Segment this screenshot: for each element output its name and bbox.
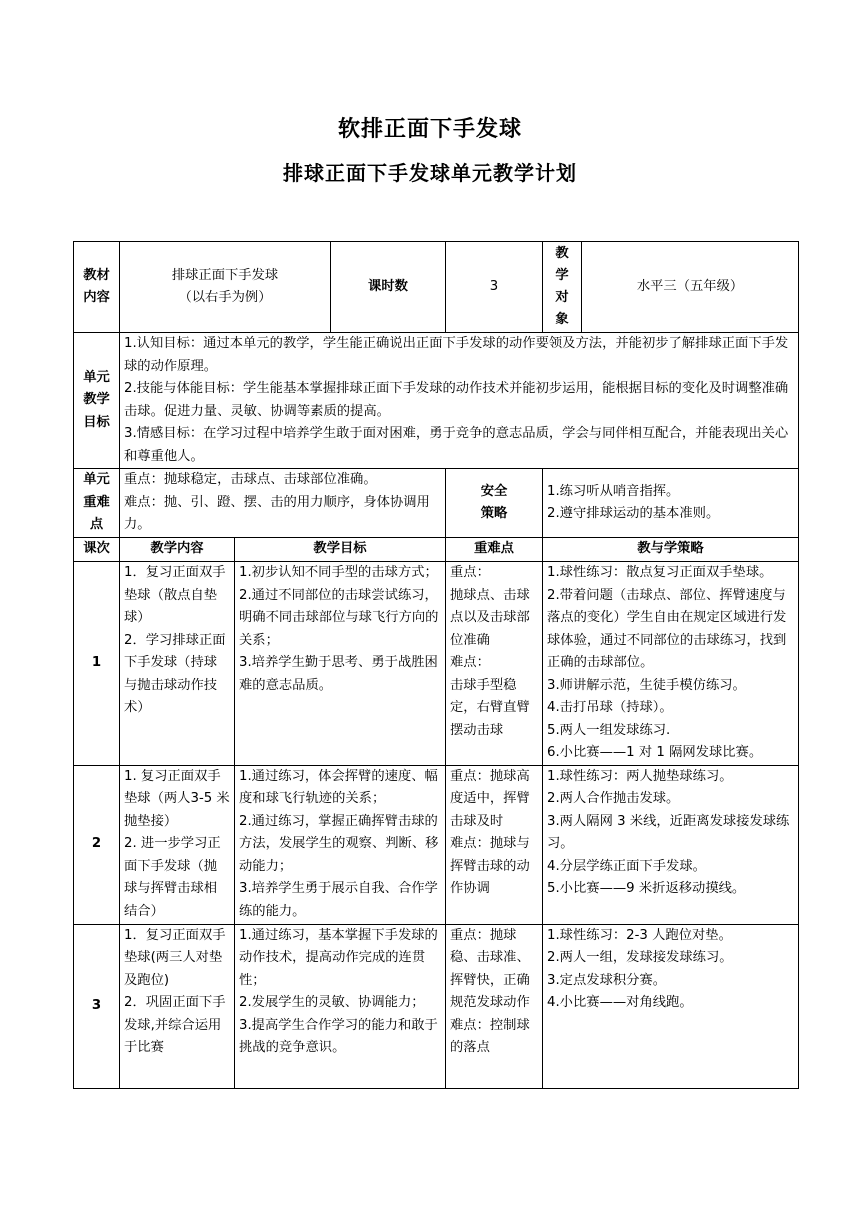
safety-label: 安全 策略 — [446, 469, 543, 538]
safety-item: 2.遵守排球运动的基本准则。 — [547, 506, 720, 521]
target-label: 教 学 对 象 — [543, 242, 582, 333]
goals-label: 单元 教学 目标 — [74, 333, 120, 469]
safety-text — [543, 469, 799, 538]
target-value: 水平三（五年级） — [582, 242, 799, 333]
difficulty-text — [120, 469, 446, 538]
goal-item: 2.技能与体能目标：学生能基本掌握排球正面下手发球的动作技术并能初步运用，能根据目标的变化及时调整准确击球。促进力量、灵敏、协调等素质的提高。 — [124, 381, 789, 419]
lesson-row — [74, 924, 799, 1088]
header-lesson-num: 课次 — [74, 538, 120, 562]
lesson-number: 1 — [74, 562, 120, 766]
page-subtitle: 排球正面下手发球单元教学计划 — [283, 161, 577, 185]
goal-item: 3.情感目标：在学习过程中培养学生敢于面对困难，勇于竞争的意志品质，学会与同伴相互配合，并能表现出关心和尊重他人。 — [124, 426, 789, 464]
header-content: 教学内容 — [120, 538, 235, 562]
lesson-key-points: 重点： 抛球点、击球点以及击球部位准确 难点： 击球手型稳定，右臂直臂摆动击球 — [446, 562, 543, 766]
goal-item: 1.认知目标：通过本单元的教学，学生能正确说出正面下手发球的动作要领及方法，并能初步了解排球正面下手发球的动作原理。 — [124, 336, 789, 374]
lesson-content: 1．复习正面双手垫球（散点自垫球） 2．学习排球正面下手发球（持球与抛击球动作技术） — [120, 562, 235, 766]
lesson-strategy: 1.球性练习：散点复习正面双手垫球。 2.带着问题（击球点、部位、挥臂速度与落点的变化）学生自由在规定区域进行发球体验，通过不同部位的击球练习，找到正确的击球部位。 3.师讲解示范，生徒手模仿练习。 4.击打吊球（持球）。 5.两人一组发球练习. 6.小比赛——1 对 1 隔网发球比赛。 — [543, 562, 799, 766]
key-point: 重点：抛球稳定，击球点、击球部位准确。 — [124, 472, 377, 488]
info-row — [74, 242, 799, 333]
content-value-cell: 排球正面下手发球 （以右手为例） — [120, 242, 331, 333]
hours-label: 课时数 — [331, 242, 446, 333]
lesson-strategy: 1.球性练习：两人抛垫球练习。 2.两人合作抛击发球。 3.两人隔网 3 米线，近距离发球接发球练习。 4.分层学练正面下手发球。 5.小比赛——9 米折返移动摸线。 — [543, 765, 799, 924]
header-key-points: 重难点 — [446, 538, 543, 562]
lessons-header-row — [74, 538, 799, 562]
lesson-number: 2 — [74, 765, 120, 924]
lesson-row — [74, 562, 799, 766]
lesson-goals: 1.通过练习，基本掌握下手发球的动作技术，提高动作完成的连贯性； 2.发展学生的灵敏、协调能力； 3.提高学生合作学习的能力和敢于挑战的竞争意识。 — [235, 924, 446, 1088]
hard-point: 难点：抛、引、蹬、摆、击的用力顺序，身体协调用力。 — [124, 494, 430, 533]
lesson-key-points: 重点：抛球稳、击球准、挥臂快，正确规范发球动作 难点：控制球的落点 — [446, 924, 543, 1088]
unit-plan-table — [73, 241, 799, 1089]
goals-text — [120, 333, 799, 469]
lesson-content: 1．复习正面双手垫球(两三人对垫及跑位) 2．巩固正面下手发球,并综合运用于比赛 — [120, 924, 235, 1088]
header-goals: 教学目标 — [235, 538, 446, 562]
content-label-cell: 教材 内容 — [74, 242, 120, 333]
safety-item: 1.练习听从哨音指挥。 — [547, 483, 680, 499]
lesson-content: 1. 复习正面双手垫球（两人3-5 米抛垫接） 2. 进一步学习正面下手发球（抛球与挥臂击球相结合） — [120, 765, 235, 924]
lesson-strategy: 1.球性练习：2-3 人跑位对垫。 2.两人一组，发球接发球练习。 3.定点发球积分赛。 4.小比赛——对角线跑。 — [543, 924, 799, 1088]
header-strategy: 教与学策略 — [543, 538, 799, 562]
difficulty-row — [74, 469, 799, 538]
lesson-key-points: 重点：抛球高度适中，挥臂击球及时 难点：抛球与挥臂击球的动作协调 — [446, 765, 543, 924]
lesson-row — [74, 765, 799, 924]
lesson-goals: 1.通过练习，体会挥臂的速度、幅度和球飞行轨迹的关系； 2.通过练习，掌握正确挥臂击球的方法，发展学生的观察、判断、移动能力； 3.培养学生勇于展示自我、合作学练的能力。 — [235, 765, 446, 924]
lesson-goals: 1.初步认知不同手型的击球方式； 2.通过不同部位的击球尝试练习，明确不同击球部位与球飞行方向的关系； 3.培养学生勤于思考、勇于战胜困难的意志品质。 — [235, 562, 446, 766]
goals-row — [74, 333, 799, 469]
hours-value: 3 — [446, 242, 543, 333]
page-title: 软排正面下手发球 — [337, 117, 522, 142]
difficulty-label: 单元 重难 点 — [74, 469, 120, 538]
lesson-number: 3 — [74, 924, 120, 1088]
